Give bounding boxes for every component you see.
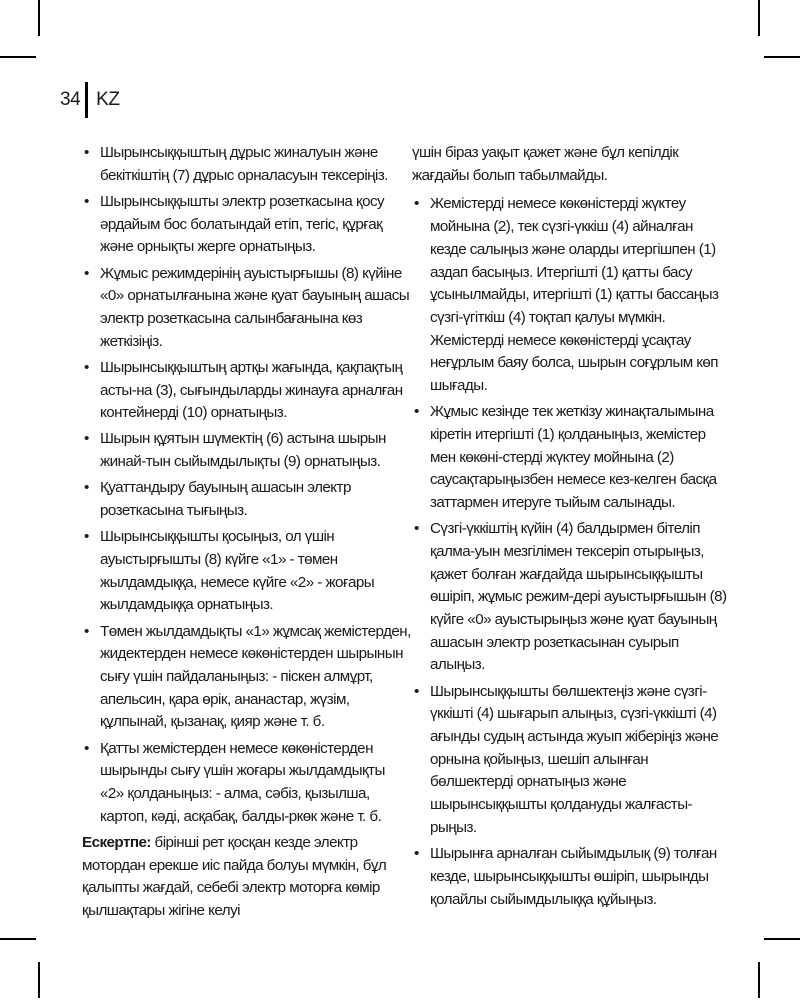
language-code: KZ — [96, 89, 120, 110]
page-number: 34 — [60, 89, 81, 110]
right-column — [412, 142, 730, 915]
crop-mark-bottom-left-h — [0, 938, 36, 940]
list-item: • Жемістерді немесе көкөністерді жүктеу мойнына (2), тек сүзгі-үккіш (4) айналған кезде салыңыз және оларды итергішпен (1) аздап басыңыз. Итергішті (1) қатты басу ұсынылмайды, итергішті (1) қатты бассаңыз сүзгі-үгіткіш (4) тоқтап қалуы мүмкін. Жемістерді немесе көкөністерді ұсақтау неғұрлым баяу болса, шырын соғұрлым көп шығады. — [412, 193, 730, 397]
crop-mark-bottom-left — [38, 962, 40, 998]
list-item: • Шырынсыққышты қосыңыз, ол үшін ауыстырғышты (8) күйге «1» - төмен жылдамдыққа, немесе күйге «2» - жоғары жылдамдыққа орнатыңыз. — [82, 526, 412, 617]
list-item: • Жұмыс кезінде тек жеткізу жинақталымына кіретін итергішті (1) қолданыңыз, жемістер мен көкөні-стерді жүктеу мойнына (2) саусақтарыңызбен немесе кез-келген басқа заттармен итеруге тыйым салынады. — [412, 401, 730, 515]
list-item: • Шырынсыққыштың дұрыс жиналуын және бекіткіштің (7) дұрыс орналасуын тексеріңіз. — [82, 142, 412, 187]
crop-mark-top-right — [758, 0, 760, 36]
instruction-list-right — [412, 193, 730, 911]
list-item: • Шырын құятын шүмектің (6) астына шырын жинай-тын сыйымдылықты (9) орнатыңыз. — [82, 428, 412, 473]
list-item: • Шырынсыққышты бөлшектеңіз және сүзгі-үккішті (4) шығарып алыңыз, сүзгі-үккішті (4) ағынды судың астында жуып жіберіңіз және орнына қойыңыз, шешіп алынған бөлшектерді орнатыңыз және шырынсыққышты қолдануды жалғасты-рыңыз. — [412, 681, 730, 840]
note-continuation: үшін біраз уақыт қажет және бұл кепілдік жағдайы болып табылмайды. — [412, 144, 679, 184]
header-divider — [85, 82, 88, 118]
crop-mark-bottom-right-h — [764, 938, 800, 940]
note-paragraph — [82, 832, 412, 923]
note-text: бірінші рет қосқан кезде электр мотордан ерекше иіс пайда болуы мүмкін, бұл қалыпты жағдай, себебі электр моторға көмір қылшақтары жігіне келуі — [82, 833, 387, 919]
crop-mark-top-right-h — [764, 56, 800, 58]
list-item: • Жұмыс режимдерінің ауыстырғышы (8) күйіне «0» орнатылғанына және қуат бауының ашасы электр розеткасына салынбағанына көз жеткізіңіз. — [82, 263, 412, 354]
note-label: Ескертпе: — [82, 833, 151, 851]
page-header — [60, 80, 119, 120]
list-item: • Сүзгі-үккіштің күйін (4) балдырмен бітеліп қалма-уын мезгілімен тексеріп отырыңыз, қажет болған жағдайда шырынсыққышты өшіріп, жұмыс режим-дері ауыстырғышын (8) күйге «0» ауыстырыңыз және қуат бауының ашасын электр розеткасынан суырып алыңыз. — [412, 518, 730, 677]
list-item: • Төмен жылдамдықты «1» жұмсақ жемістерден, жидектерден немесе көкөністерден шырынын сығу үшін пайдаланыңыз: - піскен алмұрт, апельсин, қара өрік, ананастар, жүзім, құлпынай, қызанақ, қияр және т. б. — [82, 621, 412, 735]
left-column — [82, 142, 412, 923]
list-item: • Шырынға арналған сыйымдылық (9) толған кезде, шырынсыққышты өшіріп, шырынды қолайлы сыйымдылыққа құйыңыз. — [412, 843, 730, 911]
list-item: • Шырынсыққышты электр розеткасына қосу әрдайым бос болатындай етіп, тегіс, құрғақ және орнықты жерге орнатыңыз. — [82, 191, 412, 259]
instruction-list-left — [82, 142, 412, 828]
crop-mark-bottom-right — [758, 962, 760, 998]
crop-mark-top-left — [38, 0, 40, 36]
list-item: • Қатты жемістерден немесе көкөністерден шырынды сығу үшін жоғары жылдамдықты «2» қолданыңыз: - алма, сәбіз, қызылша, картоп, кәді, асқабақ, балды-ркөк және т. б. — [82, 738, 412, 829]
list-item: • Шырынсыққыштың артқы жағында, қақпақтың асты-на (3), сығындыларды жинауға арналған контейнерді (10) орнатыңыз. — [82, 357, 412, 425]
list-item: • Қуаттандыру бауының ашасын электр розеткасына тығыңыз. — [82, 477, 412, 522]
crop-mark-top-left-h — [0, 56, 36, 58]
